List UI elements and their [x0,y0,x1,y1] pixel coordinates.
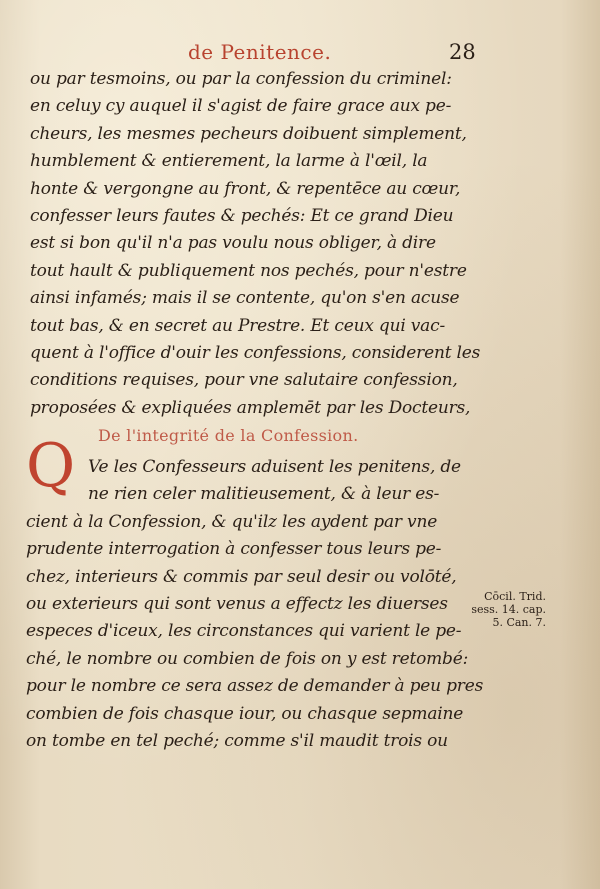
margin-note-line: Cōcil. Trid. [484,590,546,603]
text-line: conditions requises, pour vne salutaire confession, [30,370,458,391]
margin-note-line: sess. 14. cap. [471,603,546,616]
paragraph-2 [26,454,484,755]
text-line: especes d'iceux, les circonstances qui varient le pe- [26,621,462,642]
text-line: ou exterieurs qui sont venus a effectz les diuerses [26,593,448,614]
text-line: ché, le nombre ou combien de fois on y est retombé: [26,648,469,669]
text-line: tout bas, & en secret au Prestre. Et ceux qui vac- [30,315,445,336]
text-line: chez, interieurs & commis par seul desir ou volōté, [26,566,457,587]
text-line: ainsi infamés; mais il se contente, qu'on s'en acuse [30,288,460,309]
section-heading: De l'integrité de la Confession. [98,426,359,445]
text-line: pour le nombre ce sera assez de demander à peu pres [26,676,484,697]
paragraph-1 [30,66,480,422]
text-line: tout hault & publiquement nos pechés, pour n'estre [30,260,467,281]
text-line: ou par tesmoins, ou par la confession du criminel: [30,69,452,89]
text-line: prudente interrogation à confesser tous leurs pe- [26,539,442,560]
text-line: cheurs, les mesmes pecheurs doibuent simplement, [30,123,467,144]
text-line: confesser leurs fautes & pechés: Et ce grand Dieu [30,205,454,226]
text-line: honte & vergongne au front, & repentēce au cœur, [30,178,461,199]
text-line: cient à la Confession, & qu'ilz les aydent par vne [26,511,438,532]
text-line: en celuy cy auquel il s'agist de faire grace aux pe- [30,96,452,117]
page-number: 28 [449,40,476,64]
margin-note-line: 5. Can. 7. [492,616,546,629]
text-line: on tombe en tel peché; comme s'il maudit trois ou [26,730,448,751]
text-line: humblement & entierement, la larme à l'œil, la [30,151,428,172]
running-title: de Penitence. [188,40,332,64]
text-line: ne rien celer malitieusement, & à leur es- [88,484,440,505]
margin-note [466,590,546,629]
text-line: Ve les Confesseurs aduisent les penitens, de [88,457,461,477]
text-line: combien de fois chasque iour, ou chasque sepmaine [26,703,464,724]
text-line: est si bon qu'il n'a pas voulu nous obliger, à dire [30,233,436,254]
text-line: quent à l'office d'ouir les confessions, considerent les [30,342,481,363]
text-line: proposées & expliquées amplemēt par les Docteurs, [30,397,471,418]
drop-cap: Q [26,431,76,501]
